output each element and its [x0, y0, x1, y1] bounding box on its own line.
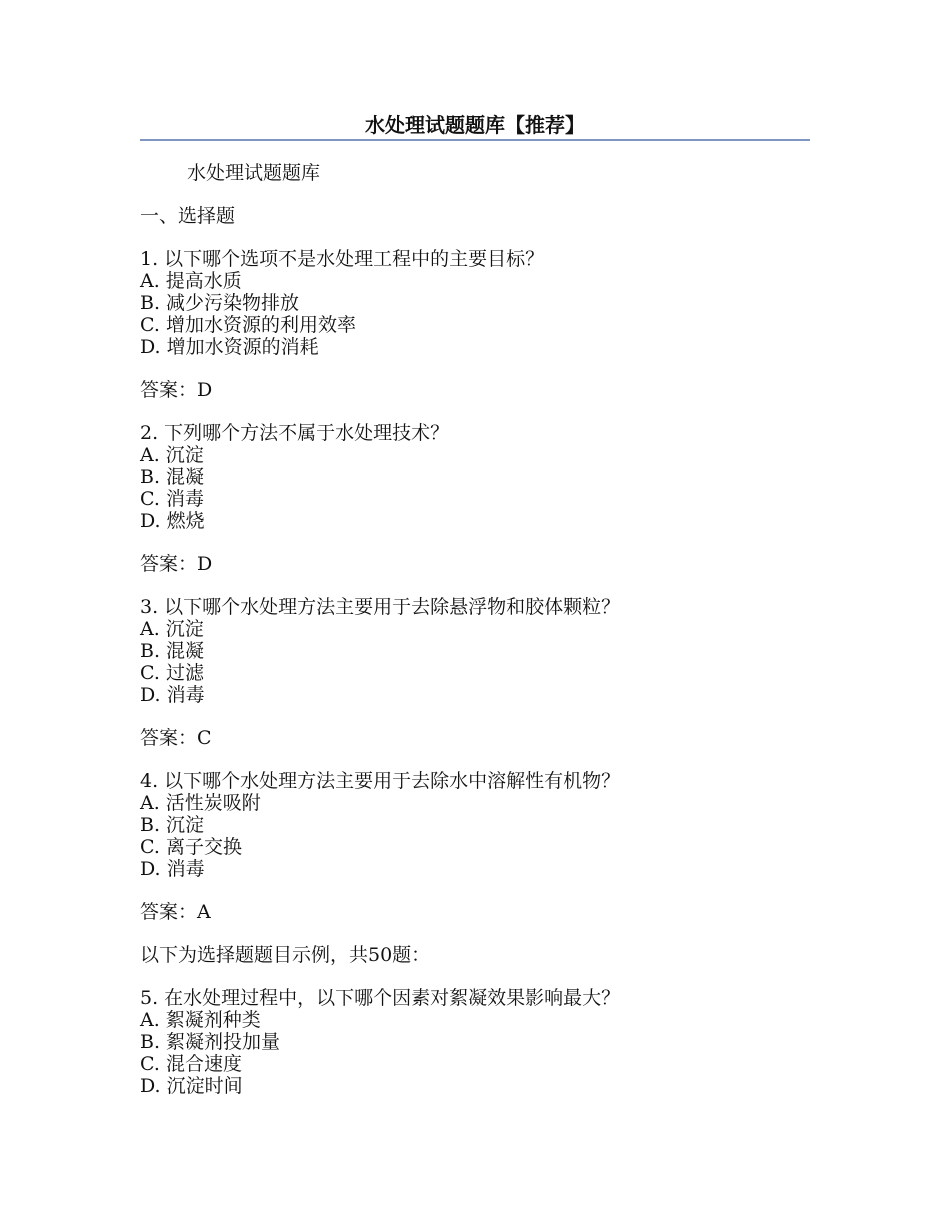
question-stem: 3. 以下哪个水处理方法主要用于去除悬浮物和胶体颗粒？	[140, 596, 621, 618]
question-option: D. 消毒	[140, 684, 205, 706]
question-option: D. 增加水资源的消耗	[140, 336, 319, 358]
question-option: C. 消毒	[140, 488, 204, 510]
question-option: D. 燃烧	[140, 510, 205, 532]
question-stem: 1. 以下哪个选项不是水处理工程中的主要目标？	[140, 248, 545, 270]
question-option: C. 离子交换	[140, 836, 242, 858]
question-stem: 4. 以下哪个水处理方法主要用于去除水中溶解性有机物？	[140, 770, 621, 792]
question-block	[140, 596, 810, 749]
title-rule	[140, 139, 810, 141]
examples-note: 以下为选择题题目示例，共50题：	[140, 944, 431, 966]
question-option: C. 过滤	[140, 662, 204, 684]
section-heading: 一、选择题	[140, 205, 236, 227]
question-option: D. 消毒	[140, 858, 205, 880]
question-block	[140, 987, 810, 1097]
question-option: A. 沉淀	[140, 444, 204, 466]
question-option: B. 混凝	[140, 466, 205, 488]
question-answer: 答案：A	[140, 901, 211, 923]
question-option: C. 增加水资源的利用效率	[140, 314, 356, 336]
question-option: B. 混凝	[140, 640, 205, 662]
question-stem: 5. 在水处理过程中，以下哪个因素对絮凝效果影响最大？	[140, 987, 621, 1009]
question-option: A. 沉淀	[140, 618, 204, 640]
question-block	[140, 422, 810, 575]
question-block	[140, 248, 810, 401]
question-option: D. 沉淀时间	[140, 1075, 243, 1097]
question-option: B. 减少污染物排放	[140, 292, 300, 314]
question-option: B. 絮凝剂投加量	[140, 1031, 281, 1053]
question-option: A. 活性炭吸附	[140, 792, 261, 814]
question-answer: 答案：D	[140, 379, 213, 401]
document-body	[140, 162, 810, 1097]
question-block	[140, 770, 810, 923]
question-option: C. 混合速度	[140, 1053, 242, 1075]
question-answer: 答案：C	[140, 727, 212, 749]
question-option: A. 絮凝剂种类	[140, 1009, 261, 1031]
question-stem: 2. 下列哪个方法不属于水处理技术？	[140, 422, 450, 444]
document-title: 水处理试题题库【推荐】	[365, 113, 585, 137]
document-subtitle: 水处理试题题库	[187, 162, 321, 184]
question-option: B. 沉淀	[140, 814, 205, 836]
question-answer: 答案：D	[140, 553, 213, 575]
question-option: A. 提高水质	[140, 270, 242, 292]
